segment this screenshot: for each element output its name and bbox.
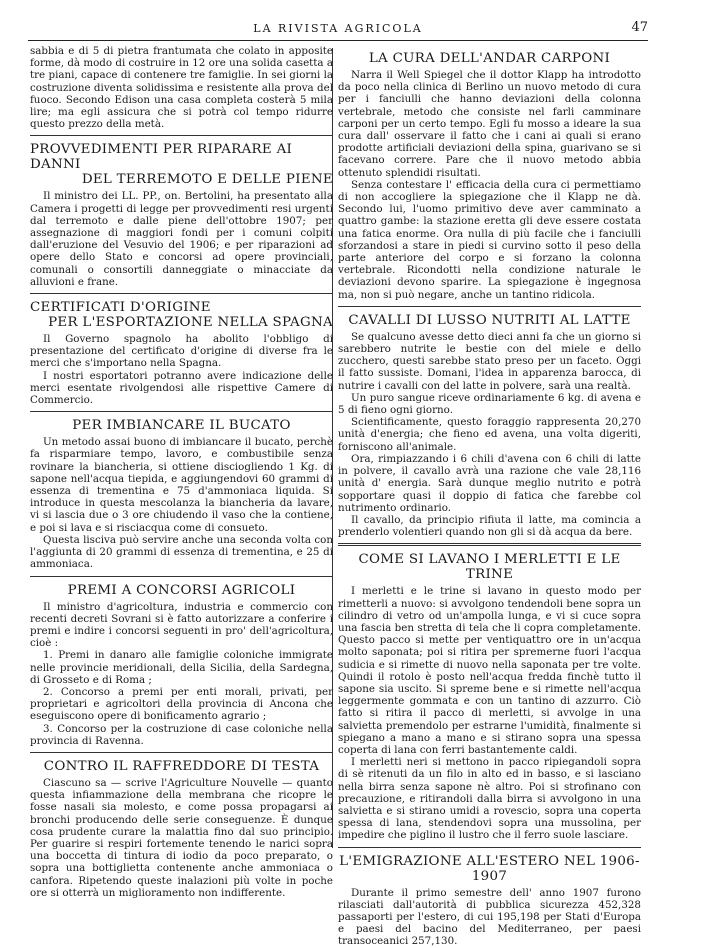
paragraph: Ciascuno sa — scrive l'Agriculture Nouvelle — quanto questa infiammazione della membrana che ricopre le fosse nasali sia molesto, e come possa propagarsi ai bronchi producendo delle serie conseguenze. È dunque cosa prudente curare la malattia fino dal suo principio. Per guarire si respiri fortemente tenendo le narici sopra una boccetta di tintura di iodio da poco preparato, o sopra una bottiglietta contenente anche ammoniaca o canfora. Ripetendo queste inalazioni più volte in poche ore si otterrà un miglioramento non indifferente. — [30, 776, 333, 899]
section-divider — [338, 306, 641, 307]
running-header — [28, 20, 648, 38]
section-title-provvedimenti — [30, 142, 333, 187]
section-divider — [30, 135, 333, 136]
section-title-raffreddore: CONTRO IL RAFFREDDORE DI TESTA — [43, 758, 320, 774]
section-title-emigrazione: L'EMIGRAZIONE ALL'ESTERO NEL 1906-1907 — [339, 853, 640, 884]
section-divider — [338, 543, 641, 546]
page-number: 47 — [631, 20, 648, 35]
list-item: 2. Concorso a premi per enti morali, privati, per proprietari e agricoltori della provincia di Ancona che eseguiscono opere di bonificamento agrario ; — [30, 685, 333, 723]
paragraph: Narra il Well Spiegel che il dottor Klapp ha introdotto da poco nella clinica di Berlino un nuovo metodo di cura per i fanciulli che hanno deviazioni della colonna vertebrale, metodo che consiste nel farli camminare carponi per un certo tempo. Egli fu mosso a ideare la sua cura dall' osservare il fatto che i cani ai quali si erano prodotte artificiali deviazioni della spina, guarivano se si facevano correre. Pare che il nuovo metodo abbia ottenuto splendidi risultati. — [338, 69, 641, 179]
paragraph: Il ministro dei LL. PP., on. Bertolini, ha presentato alla Camera i progetti di legge per provvedimenti resi urgenti dal terremoto e dalle piene dell'ottobre 1907; per assegnazione di maggiori fondi per i comuni colpiti dall'eruzione del Vesuvio del 1906; e per riparazioni ad opere dello Stato e concorsi ad opere provinciali, comunali o consortili danneggiate o minacciate da alluvioni e frane. — [30, 190, 333, 288]
section-title-cavalli: CAVALLI DI LUSSO NUTRITI AL LATTE — [348, 312, 631, 328]
paragraph: I merletti e le trine si lavano in questo modo per rimetterli a nuovo: si avvolgono tendendoli bene sopra un cilindro di vetro od un'ampolla lunga, e vi si cuce sopra una fascia ben stretta di tela che li copra completamente. Questo pacco si mette per ventiquattro ore in un'acqua molto saponata; poi si ritira per spremerne fuori l'acqua sudicia e si rimette di nuovo nella saponata per tre volte. Quindi il rotolo è posto nell'acqua fredda finchè tutto il sapone sia uscito. Si spreme bene e si rimette nell'acqua leggermente gommata e con un tantino di azzurro. Ciò fatto si ritira il pacco di merletti, si avvolge in una salvietta premendolo per estrarne l'umidità, finalmente si spiegano a mano a mano e si stirano sopra una spessa coperta di lana con ferri bastantemente caldi. — [338, 585, 641, 756]
section-title-merletti: COME SI LAVANO I MERLETTI E LE TRINE — [358, 552, 621, 583]
paragraph: Questa lisciva può servire anche una seconda volta con l'aggiunta di 20 grammi di essenza di trementina, e 25 di ammoniaca. — [30, 533, 333, 571]
paragraph: Il ministro d'agricoltura, industria e commercio con recenti decreti Sovrani si è fatto autorizzare a conferire i premi e indire i concorsi seguenti in pro' dell'agricoltura, cioè : — [30, 600, 333, 650]
title-line: PER L'ESPORTAZIONE NELLA SPAGNA — [48, 315, 333, 331]
section-divider — [30, 293, 333, 294]
section-divider — [30, 752, 333, 753]
paragraph: Il cavallo, da principio rifiuta il latte, ma comincia a prenderlo volentieri quando non gli si dà acqua da bere. — [338, 513, 641, 539]
paragraph: Scientificamente, questo foraggio rappresenta 20,270 unità d'energia; che fieno ed avena, una volta digeriti, forniscono all'animale. — [338, 416, 641, 453]
section-divider — [338, 847, 641, 848]
left-column — [30, 45, 333, 899]
section-title-carponi: LA CURA DELL'ANDAR CARPONI — [368, 51, 611, 66]
section-title-bucato: PER IMBIANCARE IL BUCATO — [72, 418, 291, 434]
paragraph: Senza contestare l' efficacia della cura ci permettiamo di non accogliere la spiegazione che il Klapp ne dà. Secondo lui, l'uomo primitivo deve aver camminato a quattro gambe: la stazione eretta gli deve essere costata una fatica enorme. Ora nulla di più facile che i fanciulli sforzandosi a stare in piedi si curvino sotto il peso della parte anteriore del corpo e si forzano la colonna vertebrale. Ricondotti nella condizione naturale le deviazioni devono sparire. La spiegazione è ingegnosa ma, non si può negare, anche un tantino ridicola. — [338, 178, 641, 301]
header-rule — [28, 40, 648, 41]
title-line: PROVVEDIMENTI PER RIPARARE AI DANNI — [30, 142, 293, 173]
title-line: CERTIFICATI D'ORIGINE — [30, 300, 211, 316]
paragraph: Un puro sangue riceve ordinariamente 6 kg. di avena e 5 di fieno ogni giorno. — [338, 391, 641, 417]
title-line: DEL TERREMOTO E DELLE PIENE — [81, 172, 333, 188]
list-item: 3. Concorso per la costruzione di case coloniche nella provincia di Ravenna. — [30, 722, 333, 747]
paragraph: Durante il primo semestre dell' anno 1907 furono rilasciati dall'autorità di pubblica sicurezza 452,328 passaporti per l'estero, di cui 195,198 per Stati d'Europa e paesi del bacino del Mediterraneo, per paesi transoceanici 257,130. — [338, 886, 641, 948]
section-divider — [30, 411, 333, 412]
paragraph: I nostri esportatori potranno avere indicazione delle merci esentate rivolgendosi alle rispettive Camere di Commercio. — [30, 369, 333, 407]
paragraph: Se qualcuno avesse detto dieci anni fa che un giorno si sarebbero nutrite le bestie con del miele e dello zucchero, questi sarebbe stato preso per un faceto. Oggi il fatto sussiste. Domani, l'idea in apparenza barocca, di nutrire i cavalli con del latte in polvere, sarà una realtà. — [338, 330, 641, 392]
running-title: LA RIVISTA AGRICOLA — [253, 22, 423, 35]
section-title-certificati — [30, 300, 333, 330]
premi-list — [30, 601, 333, 747]
paragraph: I merletti neri si mettono in pacco ripiegandoli sopra di sè ritenuti da un filo in alto ed in basso, e si lasciano nella birra senza sapone nè altro. Poi si strofinano con precauzione, e ritirandoli dalla birra si avvolgono in una salvietta e si stirano umidi a rovescio, sopra una coperta spessa di lana, stendendovi sopra una mussolina, per impedire che piglino il lustro che il ferro suole lasciare. — [338, 756, 641, 842]
right-column — [338, 45, 641, 948]
paragraph: Un metodo assai buono di imbiancare il bucato, perchè fa risparmiare tempo, lavoro, e combustibile senza rovinare la biancheria, si ottiene disciogliendo 1 Kg. di sapone nell'acqua tiepida, e aggiungendovi 60 grammi di essenza di trementina e 75 d'ammoniaca liquida. Si introduce in questa mescolanza la biancheria da lavare, vi si lascia due o 3 ore chiudendo il vaso che la contiene, e poi si lava e si risciacqua come di consueto. — [30, 436, 333, 534]
section-divider — [30, 576, 333, 577]
list-item: 1. Premi in danaro alle famiglie coloniche immigrate nelle provincie meridionali, della Sicilia, della Sardegna, di Grosseto e di Roma ; — [30, 649, 333, 686]
paragraph: Il Governo spagnolo ha abolito l'obbligo di presentazione del certificato d'origine di diverse fra le merci che s'importano nella Spagna. — [30, 333, 333, 370]
paragraph: Ora, rimpiazzando i 6 chili d'avena con 6 chili di latte in polvere, il cavallo avrà una razione che vale 28,116 unità d' energia. Sarà dunque meglio nutrito e potrà sopportare quasi il doppio di fatica che farebbe col nutrimento ordinario. — [338, 452, 641, 514]
section-title-premi: PREMI A CONCORSI AGRICOLI — [67, 582, 296, 598]
article-continuation: sabbia e di 5 di pietra frantumata che colato in apposite forme, dà modo di costruire in 12 ore una solida casetta a tre piani, capace di contenere tre famiglie. In sei giorni la costruzione diventa solidissima e resistente alla prova del fuoco. Secondo Edison una casa completa costerà 5 mila lire; ma egli assicura che si potrà col tempo ridurre questo prezzo della metà. — [30, 45, 333, 131]
